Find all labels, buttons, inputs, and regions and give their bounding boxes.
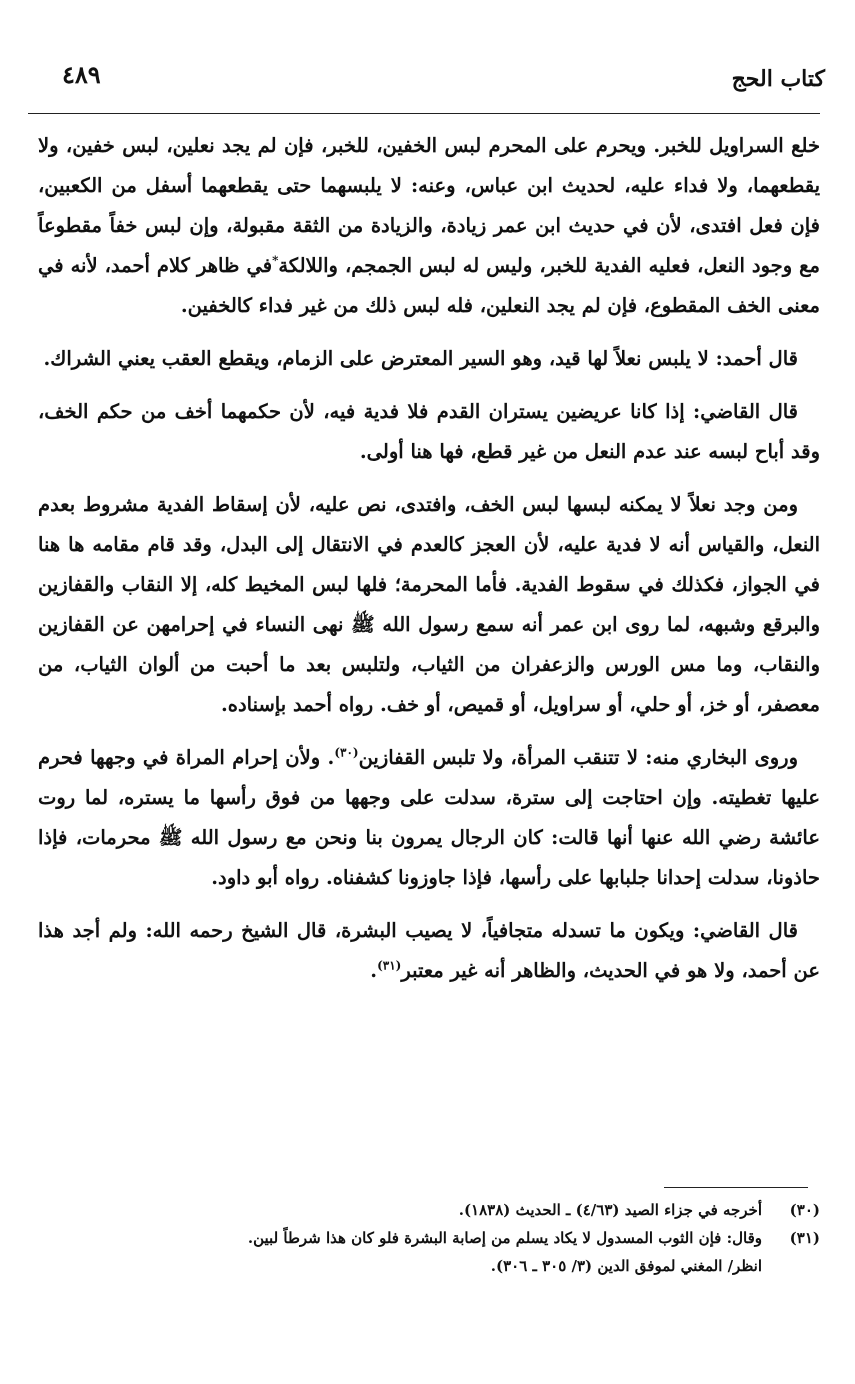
paragraph-text: خلع السراويل للخبر. ويحرم على المحرم لبس الخفين، للخبر، فإن لم يجد نعلين، لبس خفين، ولا يقطعهما، ولا فداء عليه، لحديث ابن عباس، وعنه: لا يلبسهما حتى يقطعهما أسفل من الكعبين، فإن فعل افتدى، لأن في حديث ابن عمر زيادة، والزيادة من الثقة مقبولة، وإن لبس خفاً مقطوعاً مع وجود النعل، فعليه الفدية للخبر، وليس له لبس الجمجم، واللالكة	[38, 134, 820, 277]
paragraph	[38, 738, 820, 898]
footnote-item	[60, 1224, 820, 1252]
footnote-continuation: انظر/ المغني لموفق الدين (٣/ ٣٠٥ ـ ٣٠٦).	[490, 1257, 762, 1275]
paragraph	[38, 126, 820, 326]
footnote-number: (٣٠)	[789, 1201, 820, 1219]
footnotes	[60, 1196, 820, 1280]
footnote-text: أخرجه في جزاء الصيد (٤/٦٣) ـ الحديث (١٨٣٨).	[458, 1201, 762, 1219]
footnote-reference: *	[272, 253, 279, 268]
paragraph-text: قال أحمد: لا يلبس نعلاً لها قيد، وهو السير المعترض على الزمام، ويقطع العقب يعني الشراك.	[43, 347, 798, 370]
footnote-number: (٣١)	[789, 1229, 820, 1247]
footnote-divider	[664, 1187, 808, 1188]
paragraph-text: .	[370, 959, 378, 982]
paragraph-text: قال القاضي: ويكون ما تسدله متجافياً، لا يصيب البشرة، قال الشيخ رحمه الله: ولم أجد هذا عن أحمد، ولا هو في الحديث، والظاهر أنه غير معتبر	[38, 919, 820, 982]
footnote-reference: (٣٠)	[334, 745, 359, 760]
footnote-item	[60, 1196, 820, 1224]
page-number: ٤٨٩	[62, 60, 101, 89]
running-title: كتاب الحج	[731, 66, 825, 92]
paragraph-text: في ظاهر كلام أحمد، لأنه في معنى الخف المقطوع، فإن لم يجد النعلين، فله لبس ذلك من غير فداء كالخفين.	[38, 254, 820, 317]
page-header	[40, 58, 825, 98]
paragraph	[38, 485, 820, 725]
footnote-text: وقال: فإن الثوب المسدول لا يكاد يسلم من إصابة البشرة فلو كان هذا شرطاً لبين.	[247, 1229, 762, 1247]
paragraph-text: قال القاضي: إذا كانا عريضين يستران القدم فلا فدية فيه، لأن حكمهما أخف من حكم الخف، وقد أباح لبسه عند عدم النعل من غير قطع، فها هنا أولى.	[38, 400, 820, 463]
footnote-reference: (٣١)	[377, 958, 402, 973]
header-divider	[28, 113, 820, 114]
paragraph	[38, 911, 820, 991]
main-text	[38, 126, 820, 991]
paragraph	[38, 392, 820, 472]
paragraph-text: وروى البخاري منه: لا تتنقب المرأة، ولا تلبس القفازين	[358, 746, 798, 769]
paragraph-text: ومن وجد نعلاً لا يمكنه لبسها لبس الخف، وافتدى، نص عليه، لأن إسقاط الفدية مشروط بعدم النعل، والقياس أنه لا فدية عليه، لأن العجز كالعدم في الانتقال إلى البدل، وقد قام مقامه ها هنا في الجواز، فكذلك في سقوط الفدية. فأما المحرمة؛ فلها لبس المخيط كله، إلا النقاب والقفازين والبرقع وشبهه، لما روى ابن عمر أنه سمع رسول الله ﷺ نهى النساء في إحرامهن عن القفازين والنقاب، وما مس الورس والزعفران من الثياب، ولتلبس بعد ما أحبت من ألوان الثياب، من معصفر، أو خز، أو حلي، أو سراويل، أو قميص، أو خف. رواه أحمد بإسناده.	[38, 493, 820, 716]
paragraph	[38, 339, 820, 379]
paragraph-text: . ولأن إحرام المراة في وجهها فحرم عليها تغطيته. وإن احتاجت إلى سترة، سدلت على وجهها من فوق رأسها ما يستره، لما روت عائشة رضي الله عنها أنها قالت: كان الرجال يمرون بنا ونحن مع رسول الله ﷺ محرمات، فإذا حاذونا، سدلت إحدانا جلبابها على رأسها، فإذا جاوزونا كشفناه. رواه أبو داود.	[38, 746, 820, 889]
